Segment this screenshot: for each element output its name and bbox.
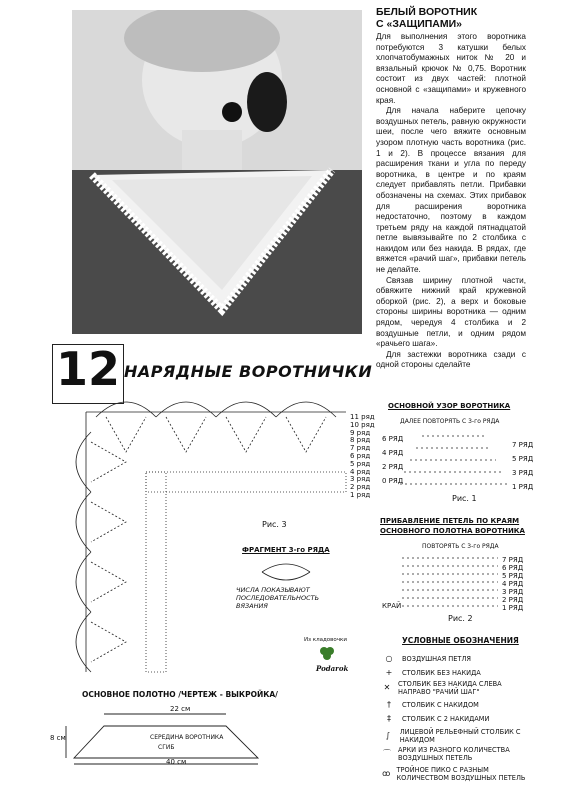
row-label: 7 ряд bbox=[350, 444, 371, 453]
fig2-rows bbox=[502, 556, 523, 612]
fragment-label: ФРАГМЕНТ 3-го РЯДА bbox=[242, 546, 330, 554]
fig2-caption: Рис. 2 bbox=[448, 614, 473, 623]
paragraph: Связав ширину плотной части, обвяжите нижний край кружевной оборкой (рис. 2), а верх и боковые стороны ширины воротника — одним рядом, чередуя 4 столбика и 2 воздушные петли, и одним рядом «рачьего шага». bbox=[376, 275, 526, 349]
fig1-left-rows bbox=[382, 432, 403, 488]
row-label: 2 ряд bbox=[350, 483, 371, 492]
row-label: 2 РЯД bbox=[502, 596, 524, 604]
pattern-title: ОСНОВНОЕ ПОЛОТНО /ЧЕРТЕЖ - ВЫКРОЙКА/ bbox=[82, 690, 278, 699]
legend-symbol: ‡ bbox=[387, 714, 391, 723]
fig1-title: ОСНОВНОЙ УЗОР ВОРОТНИКА bbox=[388, 402, 511, 410]
paragraph: Для выполнения этого воротника потребуются 3 катушки белых хлопчатобумажных ниток № 20 и вязальный крючок № 0,75. Воротник состоит из двух частей: плотной основной с «защипами» и кружевного края. bbox=[376, 32, 526, 105]
fig2-title: ПРИБАВЛЕНИЕ ПЕТЕЛЬ ПО КРАЯМ ОСНОВНОГО ПОЛОТНА ВОРОТНИКА bbox=[380, 517, 525, 535]
row-label: 8 ряд bbox=[350, 436, 371, 445]
legend-text: ВОЗДУШНАЯ ПЕТЛЯ bbox=[402, 654, 471, 663]
row-label: 6 РЯД bbox=[502, 564, 524, 572]
fig1-diagram bbox=[398, 428, 510, 488]
collar-photo bbox=[72, 10, 362, 334]
row-label: 5 ряд bbox=[350, 459, 371, 468]
pattern-side: 8 см bbox=[50, 734, 66, 742]
pattern-bottom: 40 см bbox=[166, 758, 187, 766]
legend-item bbox=[382, 654, 471, 663]
legend-symbol: † bbox=[387, 700, 391, 709]
top-fans bbox=[96, 402, 336, 452]
watermark-name: Podarok bbox=[316, 664, 349, 673]
legend-symbol: ✕ bbox=[383, 683, 391, 692]
legend-item bbox=[382, 728, 532, 744]
legend-text: СТОЛБИК С НАКИДОМ bbox=[402, 700, 479, 709]
legend-text: СТОЛБИК БЕЗ НАКИДА bbox=[402, 668, 481, 677]
row-label: 9 ряд bbox=[350, 428, 371, 437]
paragraph: Для застежки воротника сзади с одной стороны сделайте bbox=[376, 349, 526, 370]
fig2-edge: КРАЙ bbox=[382, 602, 402, 610]
pattern-middle: СЕРЕДИНА ВОРОТНИКА bbox=[150, 734, 224, 741]
row-label: 5 РЯД bbox=[512, 455, 534, 463]
row-label: 4 РЯД bbox=[382, 449, 404, 457]
paragraph: Для начала наберите цепочку воздушных петель, равную окружности шеи, после чего вяжите основным узором плотную часть воротника (рис. 1 и 2). В процессе вязания для расширения ткани и угла по переду воротника, в центре и по краям следует прибавлять петли. Прибавки обозначены на схемах. Этих прибавок для расширения воротника недостаточно, поэтому в каждом третьем ряду на каждой пятнадцатой петле вывязывайте по 2 столбика с накидом или без накида. В рядах, где вяжется «рачий шаг», прибавки петель не делайте. bbox=[376, 106, 526, 275]
row-label: 1 ряд bbox=[350, 490, 371, 499]
row-label: 6 ряд bbox=[350, 451, 371, 460]
legend-item bbox=[382, 700, 479, 709]
legend-text: СТОЛБИК БЕЗ НАКИДА СЛЕВА НАПРАВО "РАЧИЙ ШАГ" bbox=[398, 680, 502, 696]
row-label: 7 РЯД bbox=[512, 441, 534, 449]
legend-item bbox=[382, 680, 532, 696]
row-label: 7 РЯД bbox=[502, 556, 524, 564]
legend-symbol: + bbox=[385, 668, 393, 677]
legend-text: ЛИЦЕВОЙ РЕЛЬЕФНЫЙ СТОЛБИК С НАКИДОМ bbox=[399, 728, 521, 744]
article-title bbox=[376, 6, 477, 30]
legend-text: ТРОЙНОЕ ПИКО С РАЗНЫМ КОЛИЧЕСТВОМ ВОЗДУШНЫХ ПЕТЕЛЬ bbox=[396, 766, 526, 782]
fig2-repeat: ПОВТОРЯТЬ С 3-го РЯДА bbox=[422, 543, 499, 550]
fig1-caption: Рис. 1 bbox=[452, 494, 477, 503]
row-label: 3 РЯД bbox=[502, 588, 524, 596]
row-label: 4 ряд bbox=[350, 467, 371, 476]
legend-item bbox=[382, 766, 532, 782]
fig1-right-rows bbox=[512, 438, 533, 494]
legend-item bbox=[382, 746, 532, 762]
legend-item bbox=[382, 714, 489, 723]
row-label: 4 РЯД bbox=[502, 580, 524, 588]
fig2-diagram bbox=[400, 554, 500, 610]
row-label: 2 РЯД bbox=[382, 463, 404, 471]
row-label: 6 РЯД bbox=[382, 435, 404, 443]
row-label: 11 ряд bbox=[350, 413, 375, 421]
legend-item bbox=[382, 668, 481, 677]
fragment-note: ЧИСЛА ПОКАЗЫВАЮТ ПОСЛЕДОВАТЕЛЬНОСТЬ ВЯЗАНИЯ bbox=[236, 586, 320, 610]
section-heading: НАРЯДНЫЕ ВОРОТНИЧКИ bbox=[124, 362, 373, 381]
row-label: 3 ряд bbox=[350, 475, 371, 484]
section-number: 12 bbox=[52, 344, 124, 404]
title-line: С «ЗАЩИПАМИ» bbox=[376, 18, 463, 30]
row-label: 10 ряд bbox=[350, 420, 375, 429]
legend-symbol: ⌒ bbox=[382, 749, 391, 758]
legend-text: СТОЛБИК С 2 НАКИДАМИ bbox=[402, 714, 490, 723]
row-label: 1 РЯД bbox=[502, 604, 524, 612]
watermark-text: Из кладовочки bbox=[304, 637, 347, 643]
clover-icon bbox=[318, 645, 336, 661]
legend-symbol: ꝏ bbox=[382, 769, 391, 778]
pattern-top: 22 см bbox=[170, 705, 191, 713]
fig3-caption: Рис. 3 bbox=[262, 520, 287, 529]
row-label: 3 РЯД bbox=[512, 469, 534, 477]
side-fans bbox=[76, 432, 126, 672]
row-label: 0 РЯД bbox=[382, 477, 404, 485]
fig3-row-labels bbox=[350, 414, 375, 500]
fragment-diagram bbox=[258, 560, 314, 584]
article-body bbox=[376, 32, 526, 371]
legend-title: УСЛОВНЫЕ ОБОЗНАЧЕНИЯ bbox=[402, 636, 519, 645]
fig1-repeat: ДАЛЕЕ ПОВТОРЯТЬ С 3-го РЯДА bbox=[400, 418, 500, 425]
legend-symbol: ∫ bbox=[385, 731, 390, 740]
legend-symbol: ○ bbox=[385, 654, 393, 663]
legend-text: АРКИ ИЗ РАЗНОГО КОЛИЧЕСТВА ВОЗДУШНЫХ ПЕТЕЛЬ bbox=[397, 746, 510, 762]
row-label: 1 РЯД bbox=[512, 483, 534, 491]
row-label: 5 РЯД bbox=[502, 572, 524, 580]
title-line: БЕЛЫЙ ВОРОТНИК bbox=[376, 6, 478, 18]
pattern-fold: СГИБ bbox=[158, 744, 175, 751]
